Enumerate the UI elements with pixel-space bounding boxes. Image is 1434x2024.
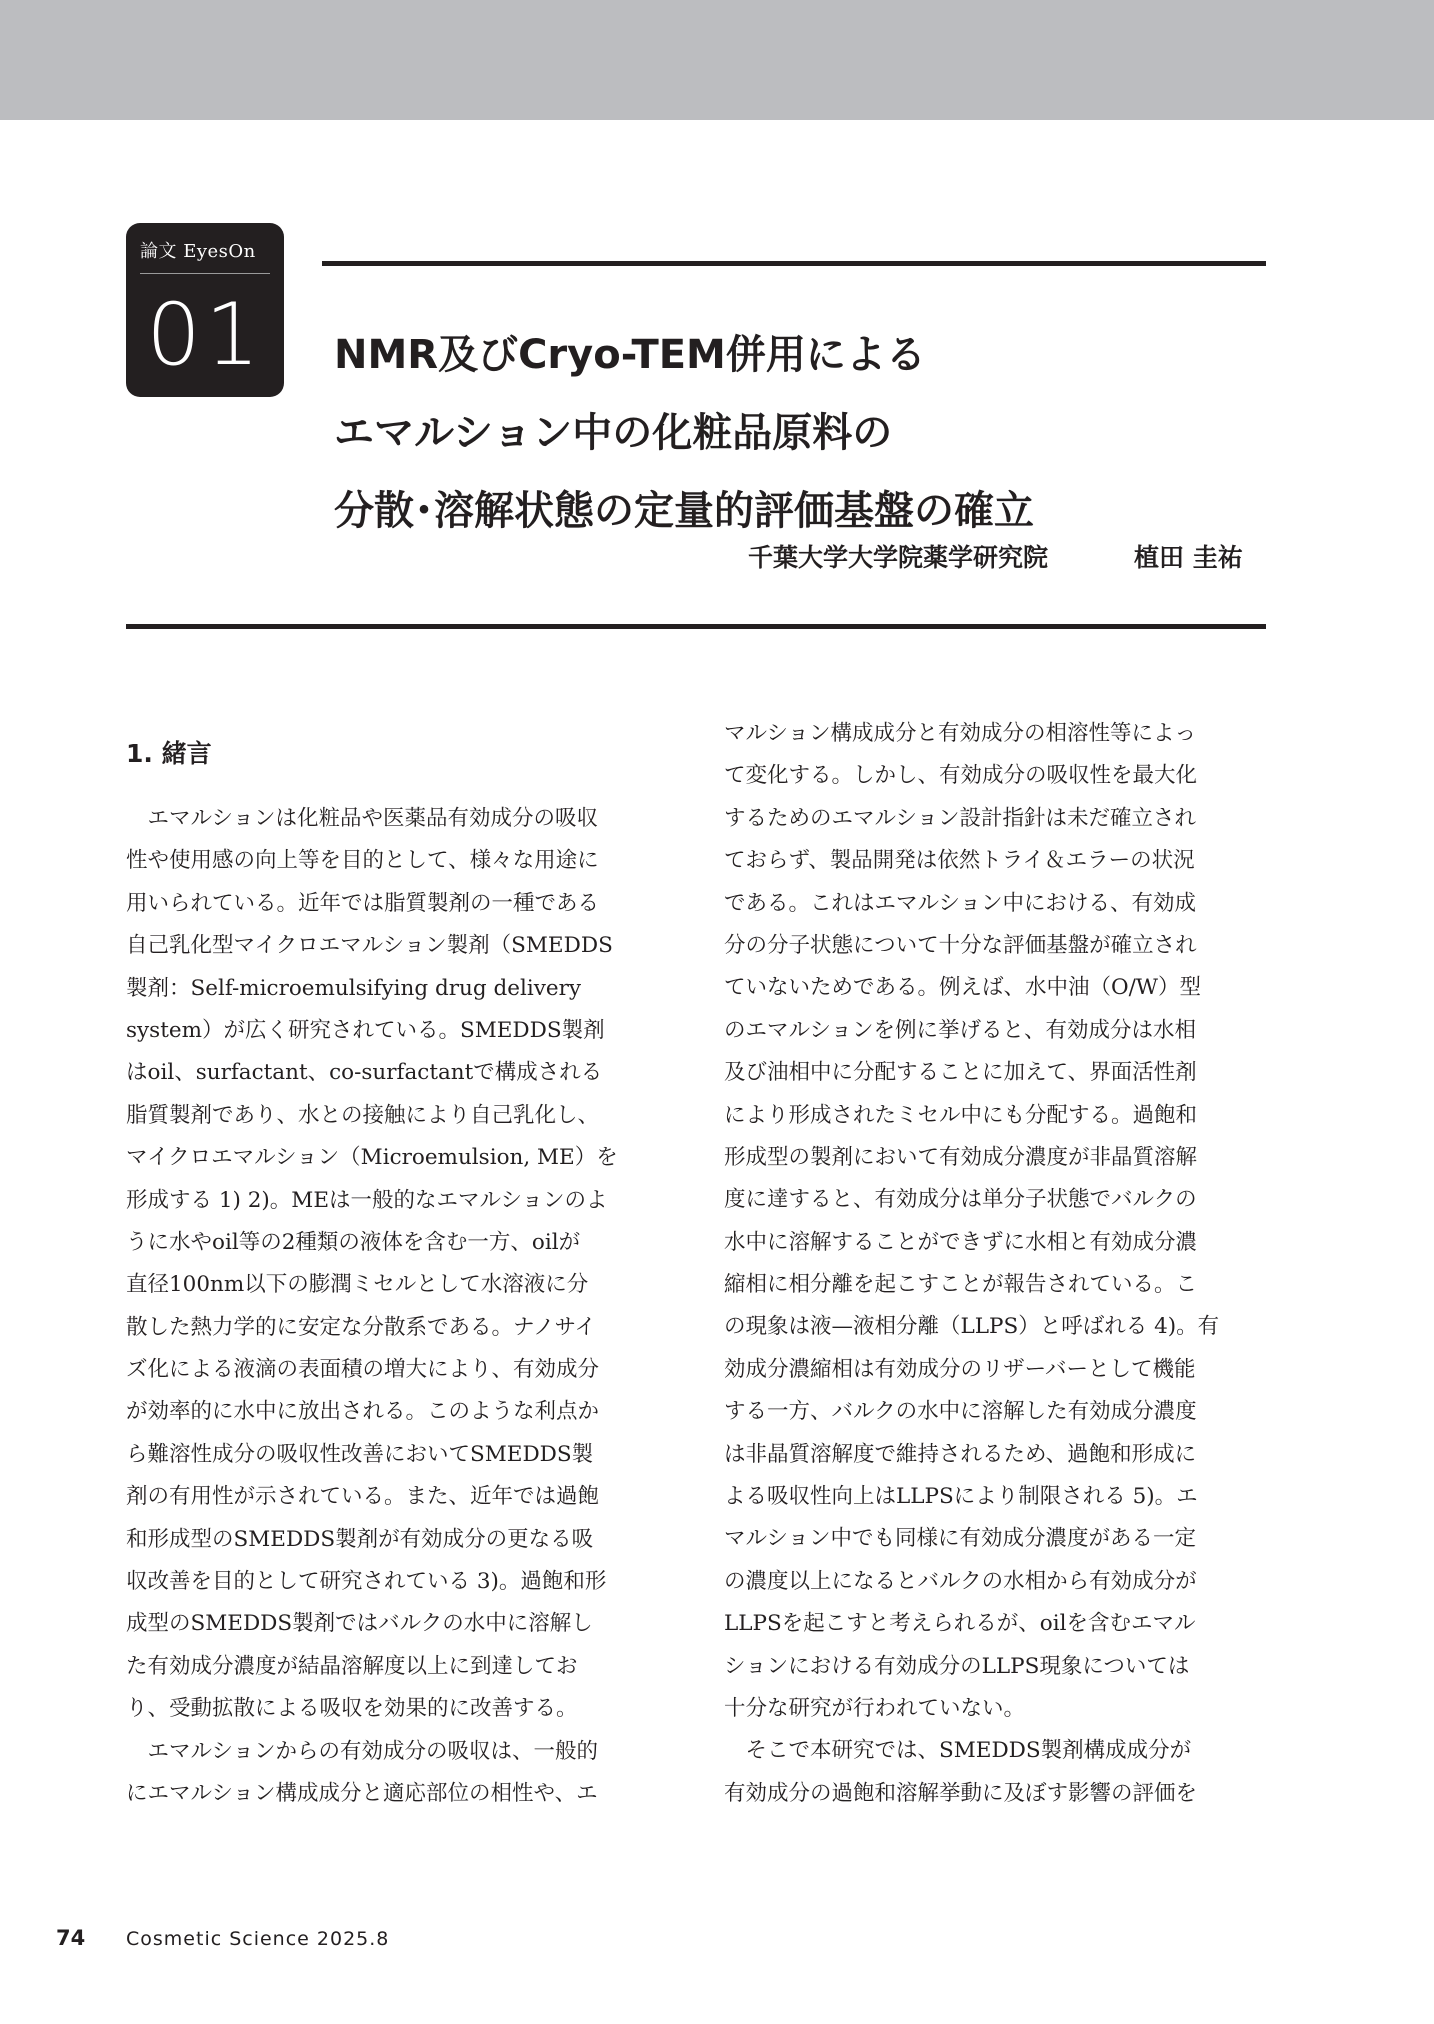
text-line: そこで本研究では、SMEDDS製剤構成成分が: [724, 1738, 1192, 1764]
text-line: り、受動拡散による吸収を効果的に改善する。: [126, 1696, 578, 1722]
text-line: エマルションは化粧品や医薬品有効成分の吸収: [126, 806, 599, 831]
text-line: の現象は液—液相分離（LLPS）と呼ばれる 4)。有: [724, 1314, 1220, 1340]
text-line: うに水やoil等の2種類の液体を含む一方、oilが: [126, 1229, 581, 1255]
title-line: NMR及びCryo-TEM併用による: [334, 332, 926, 378]
text-line: 有効成分の過飽和溶解挙動に及ぼす影響の評価を: [724, 1780, 1198, 1806]
header-band: [0, 0, 1434, 120]
text-line: 水中に溶解することができずに水相と有効成分濃: [724, 1229, 1198, 1255]
text-line: マルション中でも同様に有効成分濃度がある一定: [724, 1526, 1197, 1552]
text-line: 収改善を目的として研究されている 3)。過飽和形: [126, 1569, 607, 1595]
title-top-rule: [322, 261, 1266, 266]
text-line: マイクロエマルション（Microemulsion, ME）を: [126, 1145, 618, 1171]
text-line: ら難溶性成分の吸収性改善においてSMEDDS製: [126, 1441, 594, 1467]
journal-name: Cosmetic Science 2025.8: [126, 1928, 390, 1950]
text-line: 効成分濃縮相は有効成分のリザーバーとして機能: [724, 1356, 1196, 1382]
text-line: LLPSを起こすと考えられるが、oilを含むエマル: [724, 1611, 1196, 1637]
text-line: 剤の有用性が示されている。また、近年では過飽: [126, 1484, 600, 1510]
text-line: 及び油相中に分配することに加えて、界面活性剤: [724, 1060, 1197, 1086]
text-line: にエマルション構成成分と適応部位の相性や、エ: [126, 1780, 598, 1806]
text-line: 形成する 1) 2)。MEは一般的なエマルションのよ: [126, 1187, 608, 1213]
text-line: 脂質製剤であり、水との接触により自己乳化し、: [126, 1102, 600, 1128]
text-line: するためのエマルション設計指針は未だ確立され: [724, 805, 1197, 831]
text-line: は非晶質溶解度で維持されるため、過飽和形成に: [724, 1441, 1197, 1467]
text-line: 縮相に相分離を起こすことが報告されている。こ: [724, 1272, 1198, 1298]
text-line: た有効成分濃度が結晶溶解度以上に到達してお: [126, 1653, 578, 1679]
text-line: ズ化による液滴の表面積の増大により、有効成分: [126, 1357, 600, 1383]
text-line: 十分な研究が行われていない。: [724, 1695, 1026, 1721]
text-line: て変化する。しかし、有効成分の吸収性を最大化: [724, 763, 1198, 789]
text-line: のエマルションを例に挙げると、有効成分は水相: [724, 1017, 1197, 1043]
text-line: はoil、surfactant、co-surfactantで構成される: [126, 1060, 603, 1086]
text-line: 分の分子状態について十分な評価基盤が確立され: [724, 932, 1197, 958]
author-affiliation: 千葉大学大学院薬学研究院: [748, 543, 1049, 572]
text-line: により形成されたミセル中にも分配する。過飽和: [724, 1102, 1198, 1128]
page-number: 74: [56, 1926, 86, 1950]
text-line: ていないためである。例えば、水中油（O/W）型: [724, 975, 1201, 1001]
text-line: 用いられている。近年では脂質製剤の一種である: [126, 890, 600, 916]
title-bottom-rule: [126, 624, 1266, 629]
text-line: エマルションからの有効成分の吸収は、一般的: [126, 1738, 599, 1764]
text-line: 度に達すると、有効成分は単分子状態でバルクの: [724, 1187, 1197, 1213]
section-heading: 1. 緒言: [126, 739, 212, 768]
left-column-text: [126, 798, 671, 1815]
text-line: よる吸収性向上はLLPSにより制限される 5)。エ: [724, 1484, 1198, 1510]
text-line: 成型のSMEDDS製剤ではバルクの水中に溶解し: [126, 1611, 593, 1637]
text-line: ションにおける有効成分のLLPS現象については: [724, 1653, 1190, 1679]
text-line: 製剤：Self-microemulsifying drug delivery: [126, 975, 581, 1001]
text-line: する一方、バルクの水中に溶解した有効成分濃度: [724, 1399, 1197, 1425]
text-line: ておらず、製品開発は依然トライ＆エラーの状況: [724, 848, 1195, 874]
title-line: 分散･溶解状態の定量的評価基盤の確立: [334, 488, 1034, 534]
text-line: である。これはエマルション中における、有効成: [724, 890, 1197, 916]
text-line: 形成型の製剤において有効成分濃度が非晶質溶解: [724, 1144, 1198, 1170]
text-line: が効率的に水中に放出される。このような利点か: [126, 1399, 600, 1425]
title-line: エマルション中の化粧品原料の: [334, 410, 893, 456]
text-line: の濃度以上になるとバルクの水相から有効成分が: [724, 1568, 1197, 1594]
article-number-badge: [126, 223, 284, 397]
text-line: 散した熱力学的に安定な分散系である。ナノサイ: [126, 1314, 596, 1340]
text-line: マルション構成成分と有効成分の相溶性等によっ: [724, 721, 1197, 746]
text-line: 自己乳化型マイクロエマルション製剤（SMEDDS: [126, 933, 613, 959]
badge-label: 論文 EyesOn: [140, 241, 256, 262]
badge-divider: [140, 273, 270, 274]
right-column-text: [724, 713, 1269, 1815]
text-line: 性や使用感の向上等を目的として、様々な用途に: [126, 848, 599, 874]
text-line: 和形成型のSMEDDS製剤が有効成分の更なる吸: [126, 1526, 594, 1552]
article-title: [334, 316, 1274, 550]
text-line: 直径100nm以下の膨潤ミセルとして水溶液に分: [126, 1272, 589, 1298]
text-line: system）が広く研究されている。SMEDDS製剤: [126, 1017, 605, 1043]
author-name: 植田 圭祐: [1134, 543, 1243, 572]
badge-number: 01: [146, 285, 264, 385]
